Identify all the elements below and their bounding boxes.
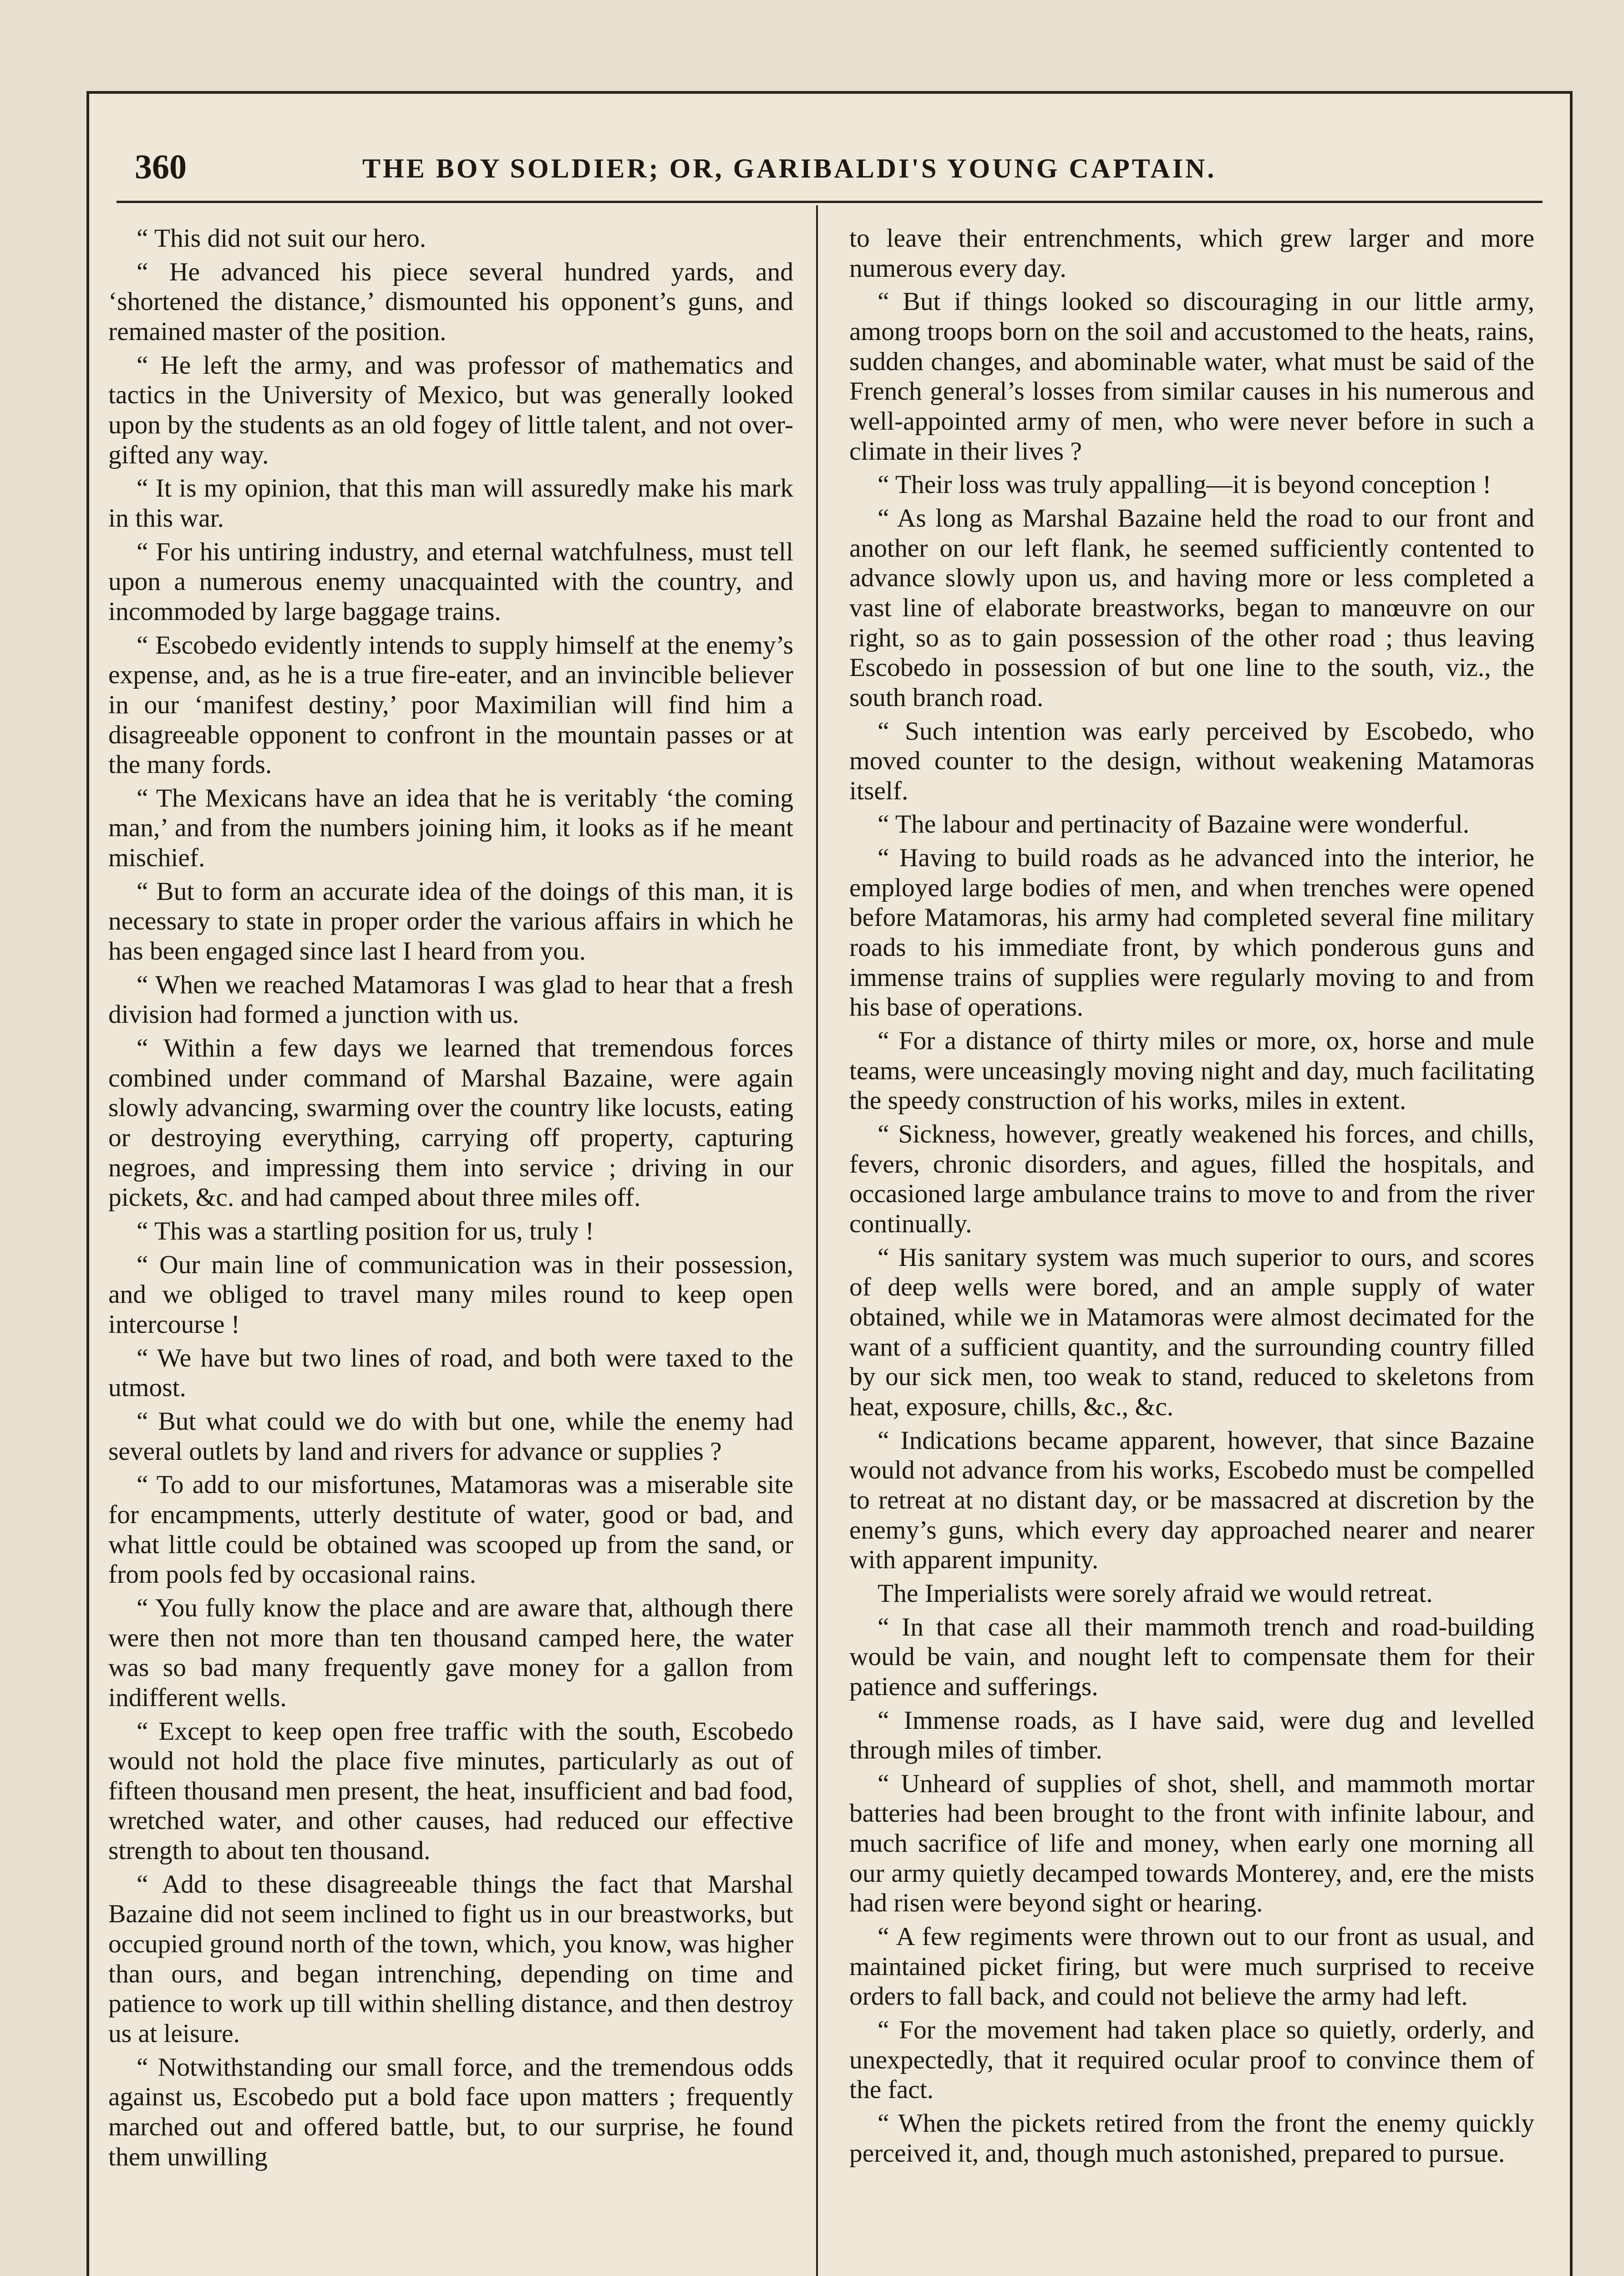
paragraph: “ But to form an accurate idea of the doings of this man, it is necessary to state in proper order the various affairs in which he has been engaged since last I heard from you. xyxy=(108,877,793,966)
paragraph: “ We have but two lines of road, and both were taxed to the utmost. xyxy=(108,1343,793,1402)
paragraph: “ To add to our misfortunes, Matamoras was a miserable site for encampments, utterly destitute of water, good or bad, and what little could be obtained was scooped up from the sand, or from pools fed by occasional rains. xyxy=(108,1470,793,1589)
paragraph: “ He advanced his piece several hundred yards, and ‘shortened the distance,’ dismounted his opponent’s guns, and remained master of the position. xyxy=(108,257,793,346)
paragraph: “ Our main line of communication was in their possession, and we obliged to travel many miles round to keep open intercourse ! xyxy=(108,1250,793,1339)
paragraph: to leave their entrenchments, which grew larger and more numerous every day. xyxy=(849,224,1534,283)
paragraph: “ Add to these disagreeable things the fact that Marshal Bazaine did not seem inclined to fight us in our breastworks, but occupied ground north of the town, which, you know, was higher than ours, and began intrenching, depending on time and patience to work up till within shelling distance, and then destroy us at leisure. xyxy=(108,1870,793,2048)
paragraph: The Imperialists were sorely afraid we would retreat. xyxy=(878,1579,1433,1608)
paragraph: “ When we reached Matamoras I was glad to hear that a fresh division had formed a junction with us. xyxy=(108,970,793,1029)
paragraph: “ It is my opinion, that this man will assuredly make his mark in this war. xyxy=(108,474,793,533)
paragraph: “ Except to keep open free traffic with the south, Escobedo would not hold the place five minutes, particularly as out of fifteen thousand men present, the heat, insufficient and bad food, wretched water, and other causes, had reduced our effective strength to about ten thousand. xyxy=(108,1717,793,1865)
paragraph: “ Within a few days we learned that tremendous forces combined under command of Marshal Bazaine, were again slowly advancing, swarming over the country like locusts, eating or destroying everything, carrying off property, capturing negroes, and impressing them into service ; driving in our pickets, &c. and had camped about three miles off. xyxy=(108,1034,793,1212)
paragraph: “ This did not suit our hero. xyxy=(137,224,426,253)
paragraph: “ For his untiring industry, and eternal watchfulness, must tell upon a numerous enemy unacquainted with the country, and incommoded by large baggage trains. xyxy=(108,537,793,626)
page-number: 360 xyxy=(135,148,187,186)
paragraph: “ He left the army, and was professor of mathematics and tactics in the University of Mexico, but was generally looked upon by the students as an old fogey of little talent, and not over-gifted any way. xyxy=(108,351,793,469)
right-column xyxy=(849,224,1534,2172)
paragraph: “ Their loss was truly appalling—it is beyond conception ! xyxy=(878,470,1492,499)
paragraph: “ But if things looked so discouraging in our little army, among troops born on the soil and accustomed to the heats, rains, sudden changes, and abominable water, what must be said of the French general’s losses from similar causes in his numerous and well-appointed army of men, who were never before in such a climate in their lives ? xyxy=(849,287,1534,466)
paragraph: “ For the movement had taken place so quietly, orderly, and unexpectedly, that it required ocular proof to convince them of the fact. xyxy=(849,2016,1534,2104)
paragraph: “ Unheard of supplies of shot, shell, and mammoth mortar batteries had been brought to the front with infinite labour, and much sacrifice of life and money, when early one morning all our army quietly decamped towards Monterey, and, ere the mists had risen were beyond sight or hearing. xyxy=(849,1769,1534,1918)
column-divider xyxy=(816,205,818,2276)
paragraph: “ Sickness, however, greatly weakened his forces, and chills, fevers, chronic disorders, and agues, filled the hospitals, and occasioned large ambulance trains to move to and from the river continually. xyxy=(849,1120,1534,1238)
paragraph: “ Such intention was early perceived by Escobedo, who moved counter to the design, without weakening Matamoras itself. xyxy=(849,716,1534,805)
paragraph: “ When the pickets retired from the front the enemy quickly perceived it, and, though much astonished, prepared to pursue. xyxy=(849,2109,1534,2168)
paragraph: “ This was a startling position for us, truly ! xyxy=(137,1217,594,1245)
paragraph: “ His sanitary system was much superior to ours, and scores of deep wells were bored, and an ample supply of water obtained, while we in Matamoras were almost decimated for the want of a sufficient quantity, and the surrounding country filled by our sick men, too weak to stand, reduced to skeletons from heat, exposure, chills, &c., &c. xyxy=(849,1243,1534,1421)
paragraph: “ Escobedo evidently intends to supply himself at the enemy’s expense, and, as he is a true fire-eater, and an invincible believer in our ‘manifest destiny,’ poor Maximilian will find him a disagreeable opponent to confront in the mountain passes or at the many fords. xyxy=(108,630,793,779)
left-column xyxy=(108,224,793,2175)
paragraph: “ Indications became apparent, however, that since Bazaine would not advance from his works, Escobedo must be compelled to retreat at no distant day, or be massacred at discretion by the enemy’s guns, which every day approached nearer and nearer with apparent impunity. xyxy=(849,1426,1534,1575)
paragraph: “ The Mexicans have an idea that he is veritably ‘the coming man,’ and from the numbers joining him, it looks as if he meant mischief. xyxy=(108,783,793,873)
paragraph: “ In that case all their mammoth trench and road-building would be vain, and nought left to compensate them for their patience and sufferings. xyxy=(849,1612,1534,1701)
paragraph: “ A few regiments were thrown out to our front as usual, and maintained picket firing, but were much surprised to receive orders to fall back, and could not believe the army had left. xyxy=(849,1922,1534,2011)
header-rule xyxy=(117,201,1543,203)
paragraph: “ Having to build roads as he advanced into the interior, he employed large bodies of men, and when trenches were opened before Matamoras, his army had completed several fine military roads to his immediate front, by which ponderous guns and immense trains of supplies were regularly moving to and from his base of operations. xyxy=(849,843,1534,1022)
printed-page xyxy=(86,91,1573,2276)
paragraph: “ Immense roads, as I have said, were dug and levelled through miles of timber. xyxy=(849,1706,1534,1765)
paragraph: “ You fully know the place and are aware that, although there were then not more than ten thousand camped here, the water was so bad many frequently gave money for a gallon from indifferent wells. xyxy=(108,1593,793,1712)
page-header xyxy=(117,139,1543,203)
paragraph: “ Notwithstanding our small force, and the tremendous odds against us, Escobedo put a bold face upon matters ; frequently marched out and offered battle, but, to our surprise, he found them unwilling xyxy=(108,2052,793,2171)
running-title: THE BOY SOLDIER; OR, GARIBALDI'S YOUNG CAPTAIN. xyxy=(362,153,1217,183)
paragraph: “ The labour and pertinacity of Bazaine were wonderful. xyxy=(878,810,1470,839)
paragraph: “ But what could we do with but one, while the enemy had several outlets by land and rivers for advance or supplies ? xyxy=(108,1407,793,1466)
paragraph: “ For a distance of thirty miles or more, ox, horse and mule teams, were unceasingly moving night and day, much facilitating the speedy construction of his works, miles in extent. xyxy=(849,1026,1534,1115)
paragraph: “ As long as Marshal Bazaine held the road to our front and another on our left flank, he seemed sufficiently contented to advance slowly upon us, and having more or less completed a vast line of elaborate breastworks, began to manœuvre on our right, so as to gain possession of the other road ; thus leaving Escobedo in possession of but one line to the south, viz., the south branch road. xyxy=(849,503,1534,712)
